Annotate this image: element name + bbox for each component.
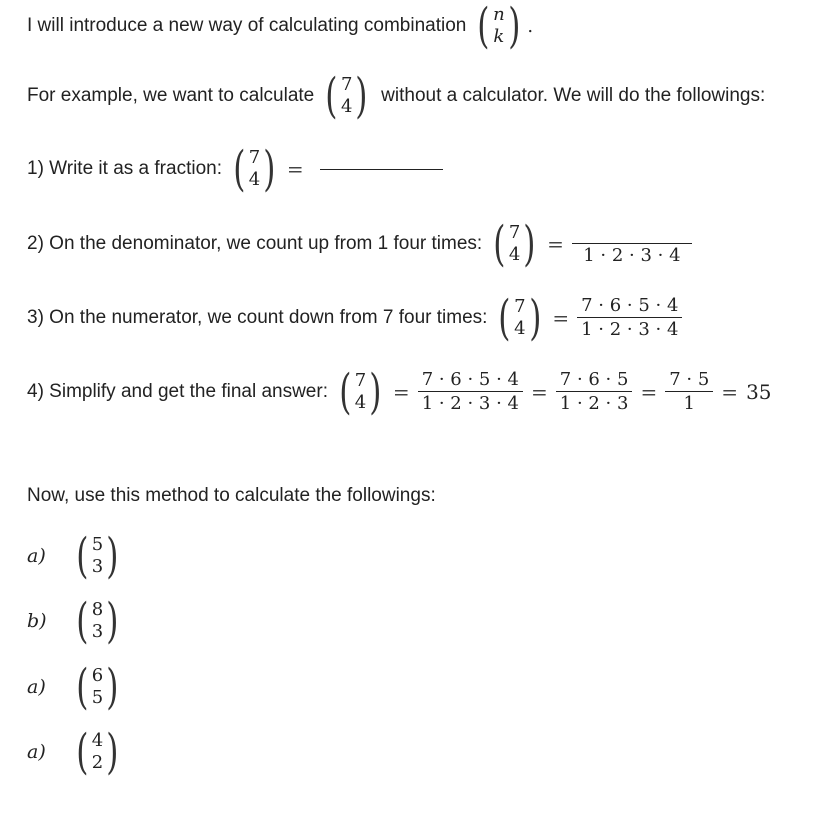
example-line <box>27 68 766 124</box>
exercise-label: a) <box>27 741 46 763</box>
binom-7-4: ( 7 4 ) <box>498 290 542 346</box>
fraction-1 <box>418 369 523 416</box>
step-2-label: 2) On the denominator, we count up from 1 four times: <box>27 233 483 254</box>
equals-sign: = <box>721 380 739 404</box>
binom-bottom: 5 <box>91 687 104 708</box>
example-before-text: For example, we want to calculate <box>27 85 315 106</box>
binom-bottom: 4 <box>340 96 353 117</box>
binom-top: 5 <box>91 534 104 555</box>
step-1 <box>27 141 443 197</box>
equals-sign: = <box>640 380 658 404</box>
exercise-prompt: Now, use this method to calculate the followings: <box>27 485 436 506</box>
binom-top: 8 <box>91 599 104 620</box>
fraction-denominator: 1 · 2 · 3 · 4 <box>421 392 519 414</box>
binom-7-4: ( 7 4 ) <box>493 216 536 272</box>
binom-bottom: 2 <box>91 752 104 773</box>
binom-top: 4 <box>91 730 104 751</box>
fraction-numerator: 7 · 6 · 5 <box>556 369 633 392</box>
equals-sign: = <box>286 157 304 181</box>
exercise-label: a) <box>27 545 46 567</box>
intro-line <box>27 0 534 54</box>
step-1-label: 1) Write it as a fraction: <box>27 158 222 179</box>
fraction-denominator: 1 <box>683 392 695 414</box>
equals-sign: = <box>552 306 570 330</box>
binom-top: 7 <box>514 296 526 317</box>
binom-top: 7 <box>340 74 353 95</box>
binom-bottom: 4 <box>508 244 521 265</box>
intro-period: . <box>527 15 534 37</box>
fraction-numerator: 7 · 5 <box>665 369 713 392</box>
exercise-label: b) <box>27 610 47 632</box>
fraction-denominator: 1 · 2 · 3 · 4 <box>581 318 679 340</box>
binom-bottom: 3 <box>91 621 104 642</box>
step-3 <box>27 290 682 346</box>
step-4-label: 4) Simplify and get the final answer: <box>27 381 328 402</box>
binom-top: 7 <box>354 370 367 391</box>
example-after-text: without a calculator. We will do the followings: <box>381 85 766 106</box>
final-result: 35 <box>746 380 772 404</box>
binom-top: n <box>493 4 505 25</box>
fraction-numerator: 7 · 6 · 5 · 4 <box>418 369 523 392</box>
binom-n-k: ( n k ) <box>477 0 521 54</box>
binom-bottom: 4 <box>248 169 261 190</box>
step-2 <box>27 215 692 273</box>
fraction-3 <box>665 369 713 416</box>
step-3-label: 3) On the numerator, we count down from 7 four times: <box>27 307 488 328</box>
fraction-denominator: 1 · 2 · 3 <box>559 392 629 414</box>
binom-top: 7 <box>508 222 521 243</box>
binom-8-3: ( 8 3 ) <box>76 593 119 649</box>
exercise-item <box>27 593 122 649</box>
equals-sign: = <box>531 380 548 404</box>
exercise-item <box>27 659 122 715</box>
binom-5-3: ( 5 3 ) <box>76 528 119 584</box>
binom-bottom: 4 <box>354 392 367 413</box>
binom-bottom: 4 <box>514 318 526 339</box>
fraction-numerator: 7 · 6 · 5 · 4 <box>577 295 682 318</box>
equals-sign: = <box>547 232 564 256</box>
fraction <box>577 295 682 342</box>
equals-sign: = <box>392 380 410 404</box>
binom-7-4: ( 7 4 ) <box>339 364 382 420</box>
fraction-denominator: 1 · 2 · 3 · 4 <box>583 244 681 266</box>
step-4 <box>27 364 772 420</box>
binom-bottom: 3 <box>91 556 104 577</box>
exercise-label: a) <box>27 676 46 698</box>
binom-6-5: ( 6 5 ) <box>76 659 119 715</box>
binom-top: 7 <box>248 147 261 168</box>
binom-4-2: ( 4 2 ) <box>76 724 119 780</box>
fraction <box>572 221 692 268</box>
empty-fraction <box>320 147 443 192</box>
binom-top: 6 <box>91 665 104 686</box>
binom-bottom: k <box>493 26 505 47</box>
exercise-item <box>27 724 122 780</box>
binom-7-4: ( 7 4 ) <box>233 141 276 197</box>
fraction-2 <box>556 369 633 416</box>
exercise-item <box>27 528 122 584</box>
intro-text: I will introduce a new way of calculating combination <box>27 15 467 36</box>
binom-7-4: ( 7 4 ) <box>325 68 368 124</box>
